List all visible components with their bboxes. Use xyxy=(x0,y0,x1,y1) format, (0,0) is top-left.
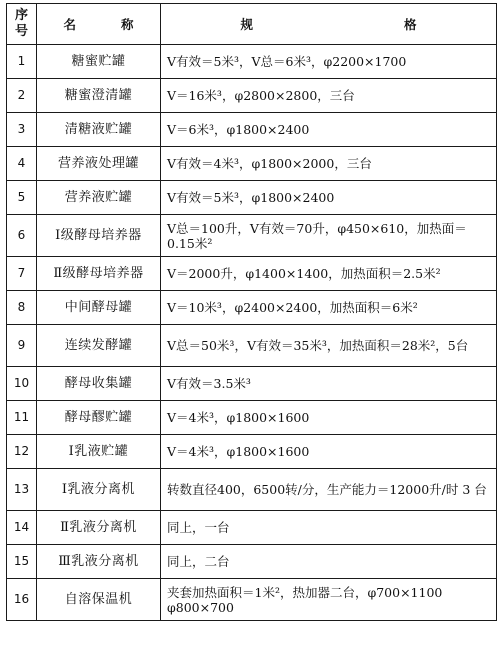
table-row xyxy=(7,215,497,257)
equipment-spec: V＝10米³，φ2400×2400，加热面积＝6米² xyxy=(161,291,497,325)
equipment-spec: V有效＝4米³，φ1800×2000，三台 xyxy=(161,147,497,181)
equipment-spec: V＝6米³，φ1800×2400 xyxy=(161,113,497,147)
equipment-spec: V＝4米³，φ1800×1600 xyxy=(161,435,497,469)
table-row xyxy=(7,257,497,291)
equipment-spec: 夹套加热面积＝1米²，热加器二台，φ700×1100 φ800×700 xyxy=(161,579,497,621)
equipment-name: Ⅱ级酵母培养器 xyxy=(37,257,161,291)
header-spec-char1: 规 xyxy=(240,16,253,32)
row-number: 7 xyxy=(7,257,37,291)
table-row xyxy=(7,545,497,579)
header-seq-line1: 序 xyxy=(14,8,28,23)
equipment-spec: 同上，二台 xyxy=(161,545,497,579)
equipment-spec-table-page xyxy=(6,3,496,649)
equipment-spec-table xyxy=(6,3,497,621)
header-name-char2: 称 xyxy=(120,16,134,32)
table-row xyxy=(7,469,497,511)
equipment-name: 酵母醪贮罐 xyxy=(37,401,161,435)
row-number: 15 xyxy=(7,545,37,579)
header-name xyxy=(37,4,161,45)
equipment-spec: 同上，一台 xyxy=(161,511,497,545)
equipment-name: Ⅱ乳液分离机 xyxy=(37,511,161,545)
row-number: 8 xyxy=(7,291,37,325)
table-row xyxy=(7,113,497,147)
row-number: 9 xyxy=(7,325,37,367)
table-row xyxy=(7,511,497,545)
equipment-name: Ⅰ乳液贮罐 xyxy=(37,435,161,469)
row-number: 16 xyxy=(7,579,37,621)
equipment-name: Ⅲ乳液分离机 xyxy=(37,545,161,579)
row-number: 6 xyxy=(7,215,37,257)
equipment-name: 自溶保温机 xyxy=(37,579,161,621)
row-number: 1 xyxy=(7,45,37,79)
table-row xyxy=(7,325,497,367)
row-number: 14 xyxy=(7,511,37,545)
equipment-spec: V有效＝5米³，V总＝6米³，φ2200×1700 xyxy=(161,45,497,79)
equipment-spec: V＝4米³，φ1800×1600 xyxy=(161,401,497,435)
header-spec-char2: 格 xyxy=(403,16,417,32)
header-name-char1: 名 xyxy=(63,16,76,32)
equipment-spec: V＝2000升，φ1400×1400，加热面积＝2.5米² xyxy=(161,257,497,291)
header-seq xyxy=(7,4,37,45)
row-number: 2 xyxy=(7,79,37,113)
row-number: 5 xyxy=(7,181,37,215)
equipment-spec: V总＝50米³，V有效＝35米³，加热面积＝28米²，5台 xyxy=(161,325,497,367)
equipment-name: 清糖液贮罐 xyxy=(37,113,161,147)
equipment-name: 中间酵母罐 xyxy=(37,291,161,325)
header-spec xyxy=(161,4,497,45)
table-row xyxy=(7,401,497,435)
table-row xyxy=(7,291,497,325)
equipment-name: 酵母收集罐 xyxy=(37,367,161,401)
row-number: 13 xyxy=(7,469,37,511)
equipment-spec: V有效＝5米³，φ1800×2400 xyxy=(161,181,497,215)
equipment-name: 糖蜜贮罐 xyxy=(37,45,161,79)
equipment-spec: 转数直径400，6500转/分，生产能力＝12000升/时 3 台 xyxy=(161,469,497,511)
row-number: 3 xyxy=(7,113,37,147)
equipment-name: Ⅰ乳液分离机 xyxy=(37,469,161,511)
row-number: 10 xyxy=(7,367,37,401)
table-header-row xyxy=(7,4,497,45)
equipment-spec: V有效＝3.5米³ xyxy=(161,367,497,401)
row-number: 12 xyxy=(7,435,37,469)
table-row xyxy=(7,79,497,113)
equipment-spec: V总＝100升，V有效＝70升，φ450×610，加热面＝0.15米² xyxy=(161,215,497,257)
table-row xyxy=(7,45,497,79)
table-row xyxy=(7,579,497,621)
table-row xyxy=(7,367,497,401)
equipment-name: 营养液贮罐 xyxy=(37,181,161,215)
equipment-name: 连续发酵罐 xyxy=(37,325,161,367)
table-row xyxy=(7,147,497,181)
header-seq-line2: 号 xyxy=(14,24,28,39)
row-number: 11 xyxy=(7,401,37,435)
equipment-spec: V＝16米³，φ2800×2800，三台 xyxy=(161,79,497,113)
equipment-name: Ⅰ级酵母培养器 xyxy=(37,215,161,257)
table-row xyxy=(7,435,497,469)
row-number: 4 xyxy=(7,147,37,181)
table-row xyxy=(7,181,497,215)
equipment-name: 营养液处理罐 xyxy=(37,147,161,181)
equipment-name: 糖蜜澄清罐 xyxy=(37,79,161,113)
